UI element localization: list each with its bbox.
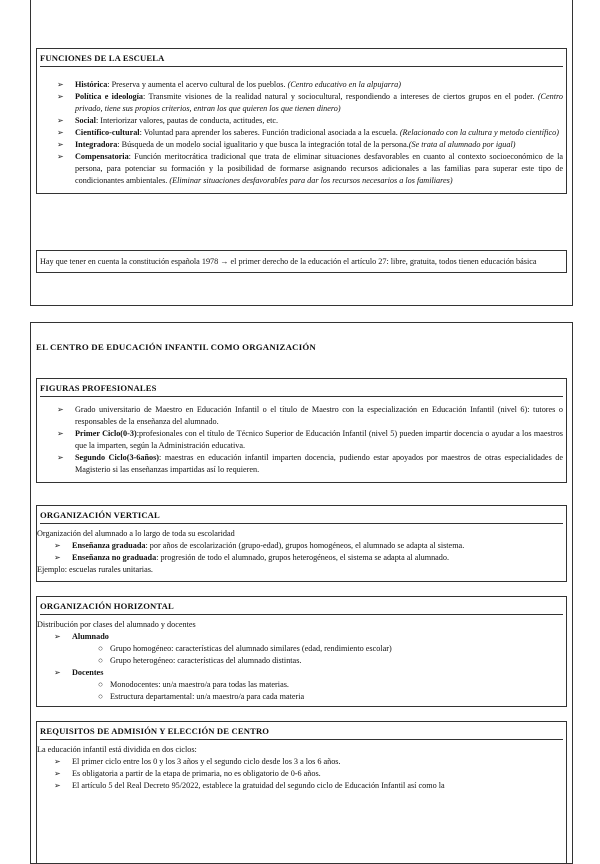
figura-item (40, 428, 563, 452)
bullet-text: : Función meritocrática tradicional que trata de eliminar situaciones desfavorables en cuanto al contexto socioeconómico de la persona, para potenciar su formación y la posibilidad de formarse asignando recursos adicionales a las familias para superar este tipo de condicionantes ambientales. (75, 152, 563, 185)
arrow-bullet-icon: ➢ (54, 769, 61, 778)
arrow-bullet-icon: ➢ (57, 80, 64, 89)
bullet-text: : Preserva y aumenta el acervo cultural de los pueblos. (107, 80, 288, 89)
arrow-bullet-icon: ➢ (54, 632, 61, 641)
funcion-item (40, 91, 563, 115)
funcion-item (40, 139, 563, 151)
bullet-term: Histórica (75, 80, 108, 89)
arrow-bullet-icon: ➢ (54, 668, 61, 677)
funciones-section (36, 48, 567, 194)
funcion-item (40, 79, 563, 91)
bullet-term: Compensatoria (75, 152, 129, 161)
arrow-bullet-icon: ➢ (57, 116, 64, 125)
section-title: ORGANIZACIÓN VERTICAL (40, 510, 160, 520)
funcion-item (40, 151, 563, 187)
bullet-text: : Interiorizar valores, pautas de conducta, actitudes, etc. (95, 116, 279, 125)
arrow-bullet-icon: ➢ (57, 128, 64, 137)
bullet-text: : maestras en educación infantil imparten docencia, pudiendo estar apoyados por maestros de otras especialidades de Magisterio si las enseñanzas impartidas así lo requieren. (75, 453, 563, 474)
horizontal-intro: Distribución por clases del alumnado y docentes (37, 620, 196, 629)
bullet-text: :profesionales con el título de Técnico Superior de Educación Infantil (nivel 5) pueden impartir docencia o ayudar a los maestros que la imparten, según la Administración educativa. (75, 429, 563, 450)
group-term: Docentes (72, 668, 104, 677)
document-page-1 (30, 0, 573, 306)
bullet-note: (Relacionado con la cultura y metodo científico) (399, 128, 559, 137)
sub-text: Grupo heterogéneo: características del alumnado distintas. (110, 656, 302, 665)
constitucion-text: Hay que tener en cuenta la constitución española 1978 → el primer derecho de la educación el artículo 27: libre, gratuita, todos tienen educación básica (40, 257, 537, 266)
bullet-text: : Transmite visiones de la realidad natural y sociocultural, respondiendo a intereses de ciertos grupos en el poder. (143, 92, 538, 101)
vertical-example: Ejemplo: escuelas rurales unitarias. (37, 565, 153, 574)
bullet-text: : Voluntad para aprender los saberes. Función tradicional asociada a la escuela. (139, 128, 400, 137)
section-title: REQUISITOS DE ADMISIÓN Y ELECCIÓN DE CENTRO (40, 726, 270, 736)
bullet-term: Segundo Ciclo(3-6años) (75, 453, 160, 462)
vertical-body (37, 524, 566, 581)
constitucion-note (36, 250, 567, 273)
figuras-section (36, 378, 567, 483)
bullet-term: Enseñanza graduada (72, 541, 146, 550)
sub-text: Monodocentes: un/a maestro/a para todas las materias. (110, 680, 289, 689)
group-term: Alumnado (72, 632, 109, 641)
bullet-term: Primer Ciclo(0-3) (75, 429, 137, 438)
sub-item (37, 679, 566, 691)
bullet-text: : por años de escolarización (grupo-edad), grupos homogéneos, el alumnado se adapta al sistema. (145, 541, 465, 550)
arrow-bullet-icon: ➢ (54, 553, 61, 562)
bullet-text: El primer ciclo entre los 0 y los 3 años y el segundo ciclo desde los 3 a los 6 años. (72, 757, 341, 766)
vertical-section (36, 505, 567, 582)
horizontal-list (37, 631, 566, 703)
bullet-text: Grado universitario de Maestro en Educación Infantil o el título de Maestro con la especialización en Educación Infantil (nivel 6): tutores o responsables de la enseñanza del alumnado. (75, 405, 563, 426)
bullet-note: (Eliminar situaciones desfavorables para dar los recursos necesarios a los familiares) (169, 176, 453, 185)
arrow-bullet-icon: ➢ (54, 541, 61, 550)
requisitos-list (37, 756, 566, 792)
bullet-term: Integradora (75, 140, 118, 149)
circle-bullet-icon: ○ (98, 656, 103, 665)
bullet-note: (Centro educativo en la alpujarra) (287, 80, 401, 89)
arrow-bullet-icon: ➢ (57, 453, 64, 462)
bullet-term: Enseñanza no graduada (72, 553, 157, 562)
vertical-item (37, 552, 566, 564)
horizontal-body (37, 615, 566, 706)
requisito-item (37, 756, 566, 768)
figura-item (40, 404, 563, 428)
sub-text: Grupo homogéneo: características del alumnado similares (edad, rendimiento escolar) (110, 644, 392, 653)
horizontal-group (37, 667, 566, 679)
bullet-text: : progresión de todo el alumnado, grupos heterogéneos, el sistema se adapta al alumnado. (156, 553, 450, 562)
section-title: ORGANIZACIÓN HORIZONTAL (40, 601, 174, 611)
funcion-item (40, 127, 563, 139)
horizontal-group (37, 631, 566, 643)
arrow-bullet-icon: ➢ (54, 781, 61, 790)
vertical-item (37, 540, 566, 552)
bullet-note: (Centro privado, tiene sus propios criterios, entran los que quieren los que tienen dinero) (75, 92, 563, 113)
arrow-bullet-icon: ➢ (54, 757, 61, 766)
vertical-list (37, 540, 566, 564)
bullet-note: (Se trata al alumnado por igual) (408, 140, 516, 149)
section-title: FUNCIONES DE LA ESCUELA (40, 53, 165, 63)
requisito-item (37, 768, 566, 780)
requisitos-body (37, 740, 566, 792)
circle-bullet-icon: ○ (98, 644, 103, 653)
figuras-list (37, 397, 566, 482)
page-title: EL CENTRO DE EDUCACIÓN INFANTIL COMO ORGANIZACIÓN (36, 342, 316, 352)
bullet-text: El artículo 5 del Real Decreto 95/2022, establece la gratuidad del segundo ciclo de Educación Infantil así como la (72, 781, 445, 790)
requisito-item (37, 780, 566, 792)
bullet-term: Política e ideología (75, 92, 144, 101)
section-title: FIGURAS PROFESIONALES (40, 383, 157, 393)
requisitos-intro: La educación infantil está dividida en dos ciclos: (37, 745, 197, 754)
arrow-bullet-icon: ➢ (57, 140, 64, 149)
arrow-bullet-icon: ➢ (57, 405, 64, 414)
horizontal-section (36, 596, 567, 707)
arrow-bullet-icon: ➢ (57, 429, 64, 438)
bullet-text: Es obligatoria a partir de la etapa de primaria, no es obligatorio de 0-6 años. (72, 769, 321, 778)
bullet-text: : Búsqueda de un modelo social igualitario y que busca la integración total de la persona. (117, 140, 409, 149)
vertical-intro: Organización del alumnado a lo largo de toda su escolaridad (37, 529, 235, 538)
bullet-term: Científico-cultural (75, 128, 140, 137)
bullet-term: Social (75, 116, 96, 125)
sub-text: Estructura departamental: un/a maestro/a para cada materia (110, 692, 305, 701)
arrow-bullet-icon: ➢ (57, 152, 64, 161)
funciones-list (37, 67, 566, 193)
arrow-bullet-icon: ➢ (57, 92, 64, 101)
requisitos-section (36, 721, 567, 864)
funcion-item (40, 115, 563, 127)
document-page-2 (30, 322, 573, 864)
circle-bullet-icon: ○ (98, 692, 103, 701)
sub-item (37, 655, 566, 667)
circle-bullet-icon: ○ (98, 680, 103, 689)
figura-item (40, 452, 563, 476)
sub-item (37, 643, 566, 655)
sub-item (37, 691, 566, 703)
